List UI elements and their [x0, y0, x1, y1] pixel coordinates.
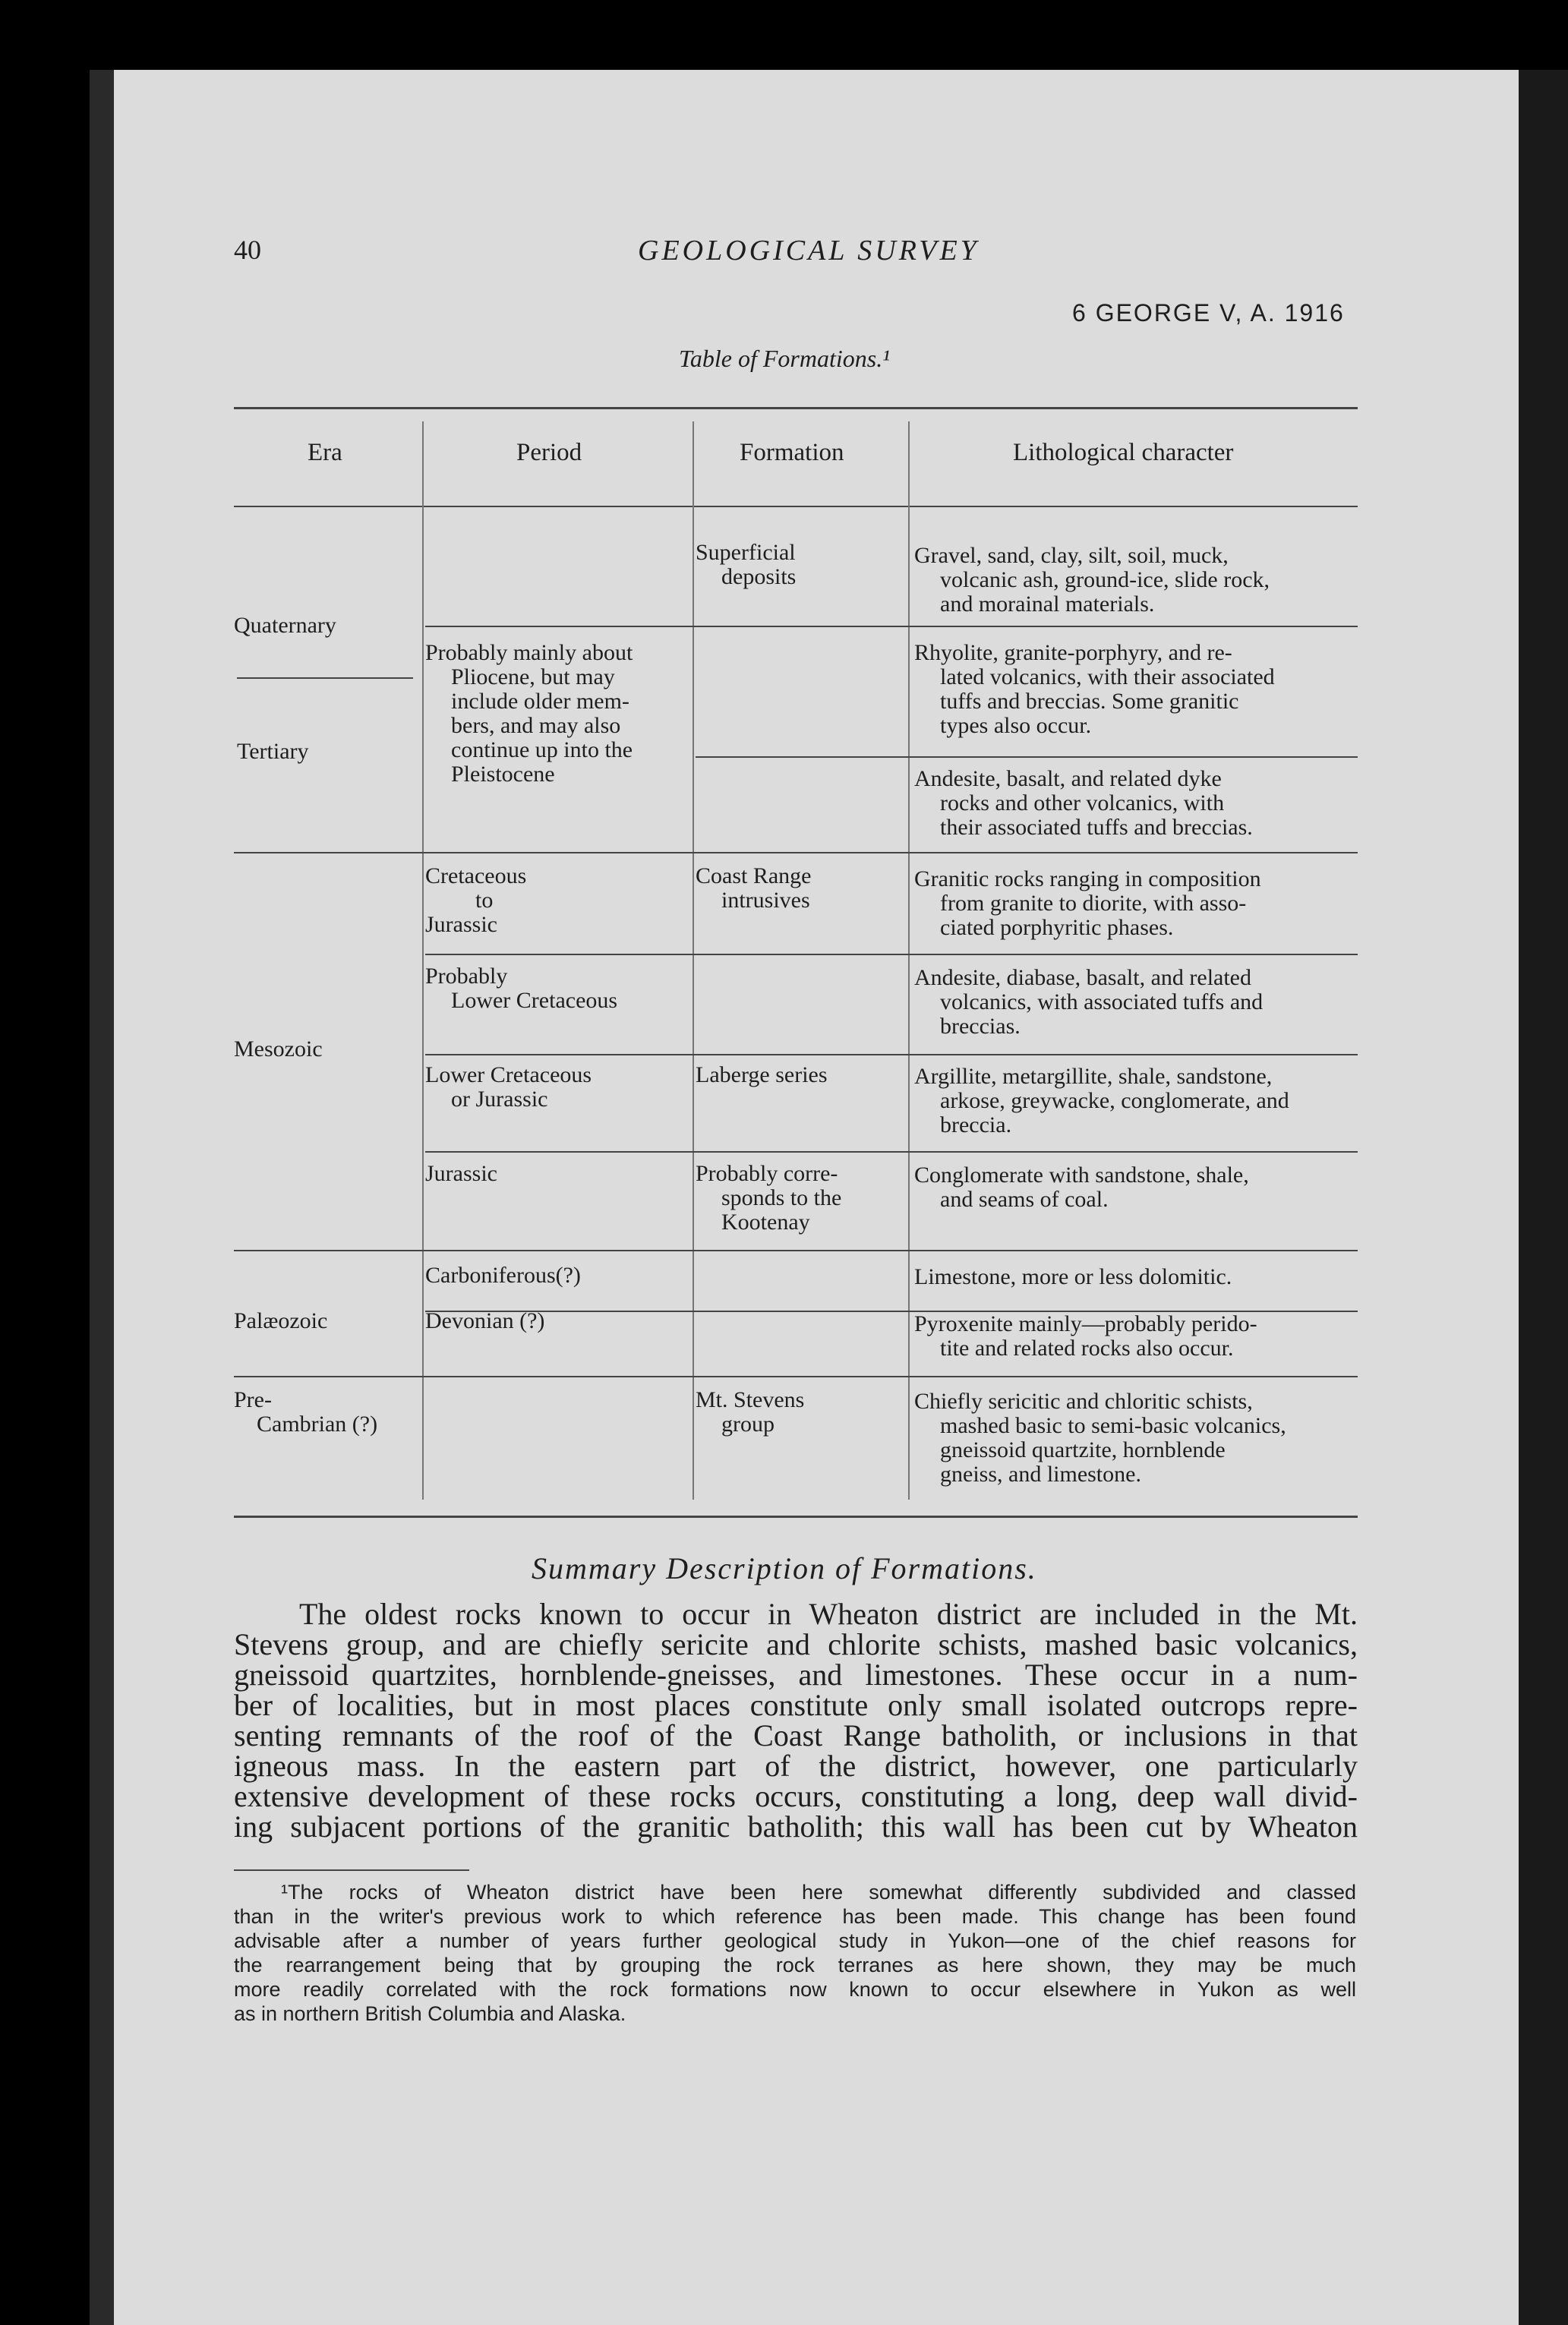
- col-divider-3: [908, 421, 910, 1500]
- lith-andesite-diabase: Andesite, diabase, basalt, and related volcanics, with associated tuffs and breccias.: [914, 965, 1264, 1039]
- period-lower-cretaceous-or-jurassic: Lower Cretaceous or Jurassic: [425, 1062, 592, 1112]
- era-tertiary: Tertiary: [237, 739, 309, 764]
- table-top-rule: [234, 407, 1358, 409]
- lith-gravel: Gravel, sand, clay, silt, soil, muck, volcanic ash, ground-ice, slide rock, and morainal materials.: [914, 543, 1270, 617]
- col-header-era: Era: [308, 439, 342, 466]
- row-rule-palaeozoic-end: [234, 1376, 1358, 1377]
- lith-rhyolite: Rhyolite, granite-porphyry, and re- lated volcanics, with their associated tuffs and breccias. Some granitic types also occur.: [914, 640, 1275, 738]
- lith-limestone: Limestone, more or less dolomitic.: [914, 1264, 1232, 1289]
- era-precambrian-2: Cambrian (?): [257, 1412, 378, 1437]
- col-divider-2: [693, 421, 694, 1500]
- era-precambrian-1: Pre-: [234, 1387, 272, 1412]
- running-title: GEOLOGICAL SURVEY: [638, 235, 980, 267]
- period-cretaceous-jurassic: Cretaceous to Jurassic: [425, 863, 527, 937]
- formation-kootenay: Probably corre- sponds to the Kootenay: [696, 1161, 842, 1235]
- era-divider-qt: [237, 677, 413, 679]
- row-rule-cenozoic-end: [234, 852, 1358, 853]
- table-title: Table of Formations.¹: [679, 345, 890, 372]
- lith-argillite: Argillite, metargillite, shale, sandstone, arkose, greywacke, conglomerate, and breccia.: [914, 1064, 1289, 1137]
- row-rule-mesozoic-end: [234, 1250, 1358, 1251]
- lith-granitic: Granitic rocks ranging in composition from granite to diorite, with asso- ciated porphyritic phases.: [914, 866, 1261, 940]
- period-devonian: Devonian (?): [425, 1308, 545, 1333]
- formation-superficial: Superficial deposits: [696, 540, 797, 589]
- lith-sericitic: Chiefly sericitic and chloritic schists, mashed basic to semi-basic volcanics, gneissoid quartzite, hornblende gneiss, and limestone.: [914, 1389, 1286, 1487]
- summary-heading: Summary Description of Formations.: [532, 1551, 1037, 1585]
- period-pliocene: Probably mainly about Pliocene, but may include older mem- bers, and may also continue up into the Pleistocene: [425, 640, 633, 787]
- row-rule-5: [425, 1151, 1358, 1153]
- col-header-formation: Formation: [740, 439, 844, 466]
- table-header-rule: [234, 506, 1358, 507]
- table-bottom-rule: [234, 1516, 1358, 1518]
- lith-conglomerate: Conglomerate with sandstone, shale, and seams of coal.: [914, 1162, 1249, 1212]
- row-rule-3: [425, 954, 1358, 955]
- page-number: 40: [234, 235, 261, 265]
- col-divider-1: [422, 421, 424, 1500]
- era-palaeozoic: Palæozoic: [234, 1308, 328, 1333]
- formation-laberge: Laberge series: [696, 1062, 828, 1087]
- lith-andesite-basalt: Andesite, basalt, and related dyke rocks and other volcanics, with their associated tuffs and breccias.: [914, 766, 1253, 840]
- period-jurassic: Jurassic: [425, 1161, 497, 1186]
- scan-edge-left: [90, 70, 115, 2325]
- era-mesozoic: Mesozoic: [234, 1036, 323, 1062]
- footnote-rule: [234, 1869, 469, 1871]
- era-quaternary: Quaternary: [234, 613, 336, 638]
- formation-mt-stevens: Mt. Stevens group: [696, 1387, 805, 1437]
- session-label: 6 GEORGE V, A. 1916: [1072, 299, 1345, 327]
- lith-pyroxenite: Pyroxenite mainly—probably perido- tite and related rocks also occur.: [914, 1311, 1257, 1361]
- row-rule-1: [425, 626, 1358, 627]
- period-carboniferous: Carboniferous(?): [425, 1263, 581, 1288]
- col-header-period: Period: [516, 439, 582, 466]
- row-rule-2: [696, 756, 1358, 758]
- summary-paragraph: The oldest rocks known to occur in Wheaton district are included in the Mt. Stevens group, and are chiefly sericite and chlorite schists, mashed basic volcanics, gneissoid quartzites, hornblende-gneisses, and limestones. These occur in a num- ber of localities, but in most places constitute only small isolated outcrops repre- senting remnants of the roof of the Coast Range batholith, or inclusions in that igneous mass. In the eastern part of the district, however, one particularly extensive development of these rocks occurs, constituting a long, deep wall divid- ing subjacent portions of the granitic batholith; this wall has been cut by Wheaton: [234, 1597, 1358, 1844]
- period-lower-cretaceous-probably: Probably Lower Cretaceous: [425, 964, 618, 1013]
- row-rule-4: [425, 1054, 1358, 1055]
- col-header-lithology: Lithological character: [1013, 439, 1234, 466]
- scan-edge-right: [1519, 70, 1568, 2325]
- footnote: ¹The rocks of Wheaton district have been here somewhat differently subdivided and classed than in the writer's previous work to which reference has been made. This change has been found advisable after a number of years further geological study in Yukon—one of the chief reasons for the rearrangement being that by grouping the rock terranes as here shown, they may be much more readily correlated with the rock formations now known to occur elsewhere in Yukon as well as in northern British Columbia and Alaska.: [234, 1881, 1356, 2025]
- formation-coast-range: Coast Range intrusives: [696, 863, 812, 913]
